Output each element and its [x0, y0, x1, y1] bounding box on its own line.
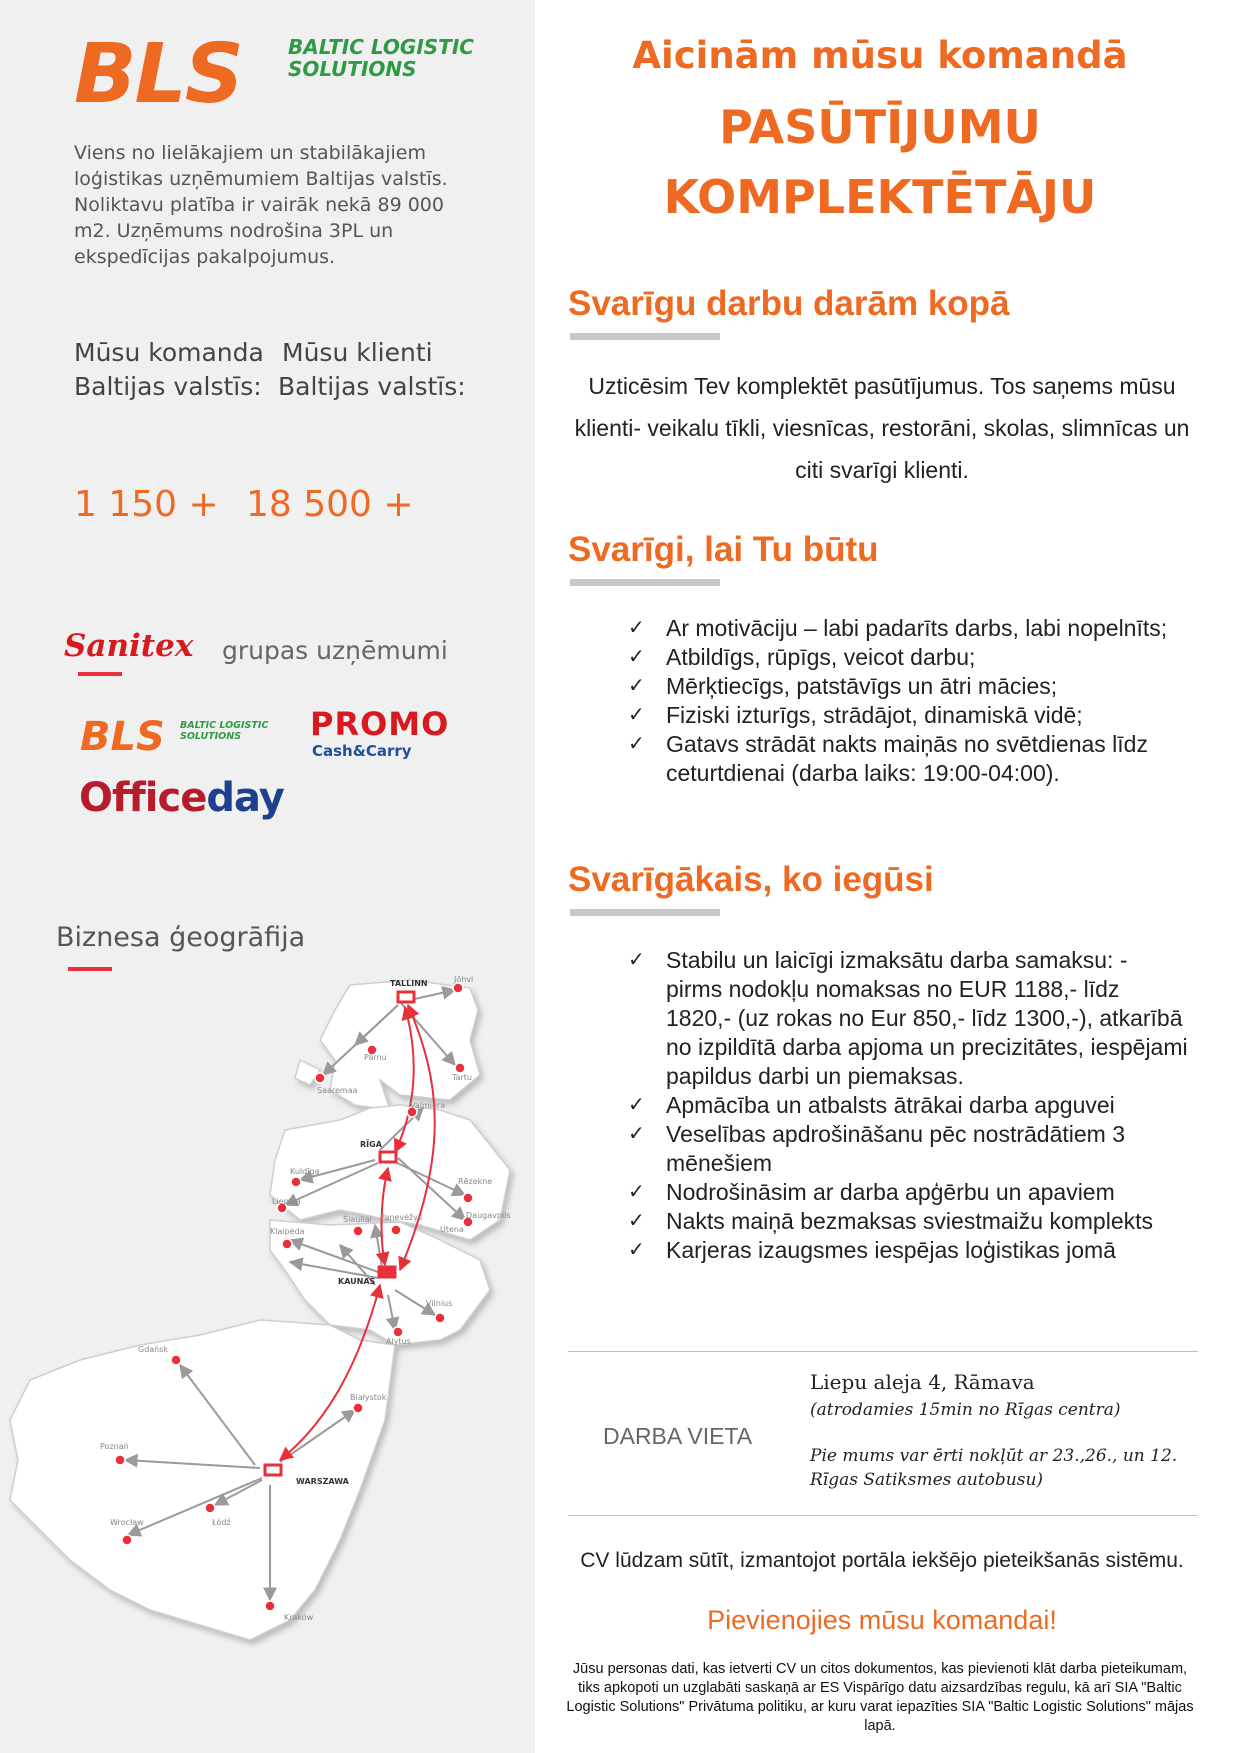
pin-rezekne: [463, 1193, 473, 1203]
label-gdansk: Gdańsk: [138, 1345, 169, 1354]
section-together-underline: [570, 333, 720, 340]
privacy-notice: Jūsu personas dati, kas ietverti CV un citos dokumentos, kas pievienoti klāt darba pieteikumam, tiks apkopoti un uzglabāti saskaņā ar ES Vispārīgo datu aizsardzības regulu, kā arī SIA "Baltic Logistic Solutions" Privātuma politiku, ar kuru varat iepazīties SIA "Baltic Logistic Solutions" mājas lapā.: [566, 1661, 1194, 1734]
list-item: ✓ Nakts maiņā bezmaksas sviestmaižu komplekts: [628, 1208, 1153, 1234]
hub-warszawa: [265, 1465, 281, 1475]
benefits-list: [628, 946, 1188, 1265]
pin-gdansk: [171, 1355, 181, 1365]
promo-logo: PROMO: [310, 705, 450, 743]
list-item: ✓ Ar motivāciju – labi padarīts darbs, labi nopelnīts;: [628, 615, 1168, 641]
checkmark-icon: ✓: [628, 1181, 645, 1203]
requirements-list: [628, 614, 1188, 788]
label-bialystok: Białystok: [350, 1393, 387, 1402]
checkmark-icon: ✓: [628, 1094, 645, 1116]
checkmark-icon: ✓: [628, 1210, 645, 1232]
pin-klaipeda: [282, 1239, 292, 1249]
pin-wroclaw: [122, 1535, 132, 1545]
section-requirements-underline: [570, 579, 720, 586]
label-valmiera: Valmiera: [410, 1101, 446, 1110]
label-saaremaa: Saaremaa: [317, 1086, 358, 1095]
label-siauliai: Šiauliai: [343, 1215, 372, 1224]
pin-tartu: [455, 1063, 465, 1073]
checkmark-icon: ✓: [628, 675, 645, 697]
headline-position: PASŪTĪJUMU KOMPLEKTĒTĀJU: [663, 100, 1097, 224]
checkmark-icon: ✓: [628, 1123, 645, 1145]
label-johvi: Jõhvi: [454, 975, 474, 984]
label-lodz: Łódź: [212, 1518, 231, 1527]
label-poznan: Poznań: [100, 1442, 129, 1451]
bls-logo-subtitle: BALTIC LOGISTIC SOLUTIONS: [288, 35, 474, 81]
workplace-label: DARBA VIETA: [603, 1423, 753, 1449]
sanitex-logo: Sanitex: [64, 628, 194, 664]
list-item: ✓ Mērķtiecīgs, patstāvīgs un ātri mācies;: [628, 673, 1058, 699]
list-item: ✓ Karjeras izaugsmes iespējas loģistikas jomā: [628, 1237, 1116, 1263]
group-companies-label: grupas uzņēmumi: [222, 636, 448, 665]
pin-lodz: [205, 1503, 215, 1513]
checkmark-icon: ✓: [628, 704, 645, 726]
stat-clients-label: Mūsu klienti Baltijas valstīs:: [278, 338, 466, 401]
business-geography-map: [0, 960, 535, 1753]
company-intro: Viens no lielākajiem un stabilākajiem loģistikas uzņēmumiem Baltijas valstīs. Noliktavu platība ir vairāk nekā 89 000 m2. Uzņēmums nodrošina 3PL un ekspedīcijas pakalpojumus.: [74, 142, 448, 268]
label-alytus: Alytus: [386, 1337, 411, 1346]
hub-riga: [380, 1152, 396, 1162]
workplace-divider-bottom: [568, 1515, 1198, 1516]
join-call-to-action: Pievienojies mūsu komandai!: [707, 1605, 1057, 1635]
bls-company-subtitle: BALTIC LOGISTIC SOLUTIONS: [180, 720, 269, 742]
stat-team-value: 1 150 +: [74, 484, 219, 525]
section-together-text: Uzticēsim Tev komplektēt pasūtījumus. Tos saņems mūsu klienti- veikalu tīkli, viesnīcas, restorāni, skolas, slimnīcas un citi svarīgi klienti.: [574, 373, 1190, 483]
map-land: [10, 980, 510, 1640]
cv-instructions: CV lūdzam sūtīt, izmantojot portāla iekšējo pieteikšanās sistēmu.: [580, 1549, 1184, 1572]
geography-title: Biznesa ģeogrāfija: [56, 922, 306, 953]
checkmark-icon: ✓: [628, 617, 645, 639]
checkmark-icon: ✓: [628, 1239, 645, 1261]
bls-company-logo: BLS: [80, 714, 165, 760]
pin-vilnius: [435, 1313, 445, 1323]
label-rezekne: Rēzekne: [458, 1177, 493, 1186]
checkmark-icon: ✓: [628, 733, 645, 755]
section-together-title: Svarīgu darbu darām kopā: [568, 284, 1010, 323]
stat-clients-value: 18 500 +: [246, 484, 414, 525]
hub-tallinn: [398, 992, 414, 1002]
list-item: ✓ Veselības apdrošināšanu pēc nostrādātiem 3 mēnešiem: [628, 1121, 1126, 1176]
list-item: ✓ Stabilu un laicīgi izmaksātu darba samaksu: - pirms nodokļu nomaksas no EUR 1188,- līdz 1820,- (uz rokas no Eur 850,- līdz 1300,-), atkarībā no izpildītā darba apjoma un precizitātes, iespējami papildus darbi un piemaksas.: [628, 947, 1188, 1089]
pin-saaremaa: [315, 1073, 325, 1083]
label-vilnius: Vilnius: [426, 1299, 453, 1308]
pin-panevezys: [391, 1225, 401, 1235]
checkmark-icon: ✓: [628, 646, 645, 668]
label-kuldiga: Kuldīga: [290, 1167, 320, 1176]
pin-kuldiga: [291, 1177, 301, 1187]
label-krakow: Kraków: [284, 1613, 314, 1622]
label-wroclaw: Wrocław: [110, 1518, 144, 1527]
workplace-distance-note: (atrodamies 15min no Rīgas centra): [810, 1400, 1121, 1420]
list-item: ✓ Nodrošināsim ar darba apģērbu un apaviem: [628, 1179, 1115, 1205]
bls-logo: BLS: [74, 27, 242, 122]
checkmark-icon: ✓: [628, 949, 645, 971]
headline-invite: Aicinām mūsu komandā: [632, 34, 1128, 77]
section-requirements-title: Svarīgi, lai Tu būtu: [568, 530, 879, 569]
pin-alytus: [393, 1327, 403, 1337]
label-parnu: Pärnu: [364, 1053, 387, 1062]
label-warszawa: WARSZAWA: [296, 1477, 349, 1486]
label-tartu: Tartu: [452, 1073, 472, 1082]
stat-team-label: Mūsu komanda Baltijas valstīs:: [74, 338, 264, 401]
label-liepaja: Liepaja: [272, 1197, 301, 1206]
list-item: ✓ Fiziski izturīgs, strādājot, dinamiskā vidē;: [628, 702, 1083, 728]
promo-subtitle: Cash&Carry: [312, 742, 412, 760]
list-item: ✓ Apmācība un atbalsts ātrākai darba apguvei: [628, 1092, 1115, 1118]
list-item: ✓ Atbildīgs, rūpīgs, veicot darbu;: [628, 644, 976, 670]
label-kaunas: KAUNAS: [338, 1277, 376, 1286]
label-riga: RĪGA: [360, 1140, 382, 1149]
pin-siauliai: [353, 1226, 363, 1236]
pin-bialystok: [353, 1403, 363, 1413]
section-benefits-title: Svarīgākais, ko iegūsi: [568, 860, 934, 899]
workplace-address-block: [810, 1370, 1200, 1492]
hub-kaunas: [379, 1267, 395, 1277]
label-tallinn: TALLINN: [390, 979, 428, 988]
workplace-address: Liepu aleja 4, Rāmava: [810, 1370, 1035, 1394]
workplace-divider-top: [568, 1351, 1198, 1352]
group-divider: [78, 672, 122, 676]
workplace-transport-note: Pie mums var ērti nokļūt ar 23.,26., un 12. Rīgas Satiksmes autobusu): [810, 1446, 1178, 1490]
section-benefits-underline: [570, 909, 720, 916]
pin-krakow: [265, 1601, 275, 1611]
label-klaipeda: Klaipėda: [270, 1227, 305, 1236]
label-panevezys: Panevėžys: [380, 1213, 423, 1222]
pin-poznan: [115, 1455, 125, 1465]
label-daugavpils: Daugavpils: [466, 1211, 511, 1220]
pin-johvi: [453, 983, 463, 993]
officeday-logo: Officeday: [79, 775, 284, 821]
label-utena: Utena: [440, 1225, 464, 1234]
list-item: ✓ Gatavs strādāt nakts maiņās no svētdienas līdz ceturtdienai (darba laiks: 19:00-04:00).: [628, 731, 1148, 786]
